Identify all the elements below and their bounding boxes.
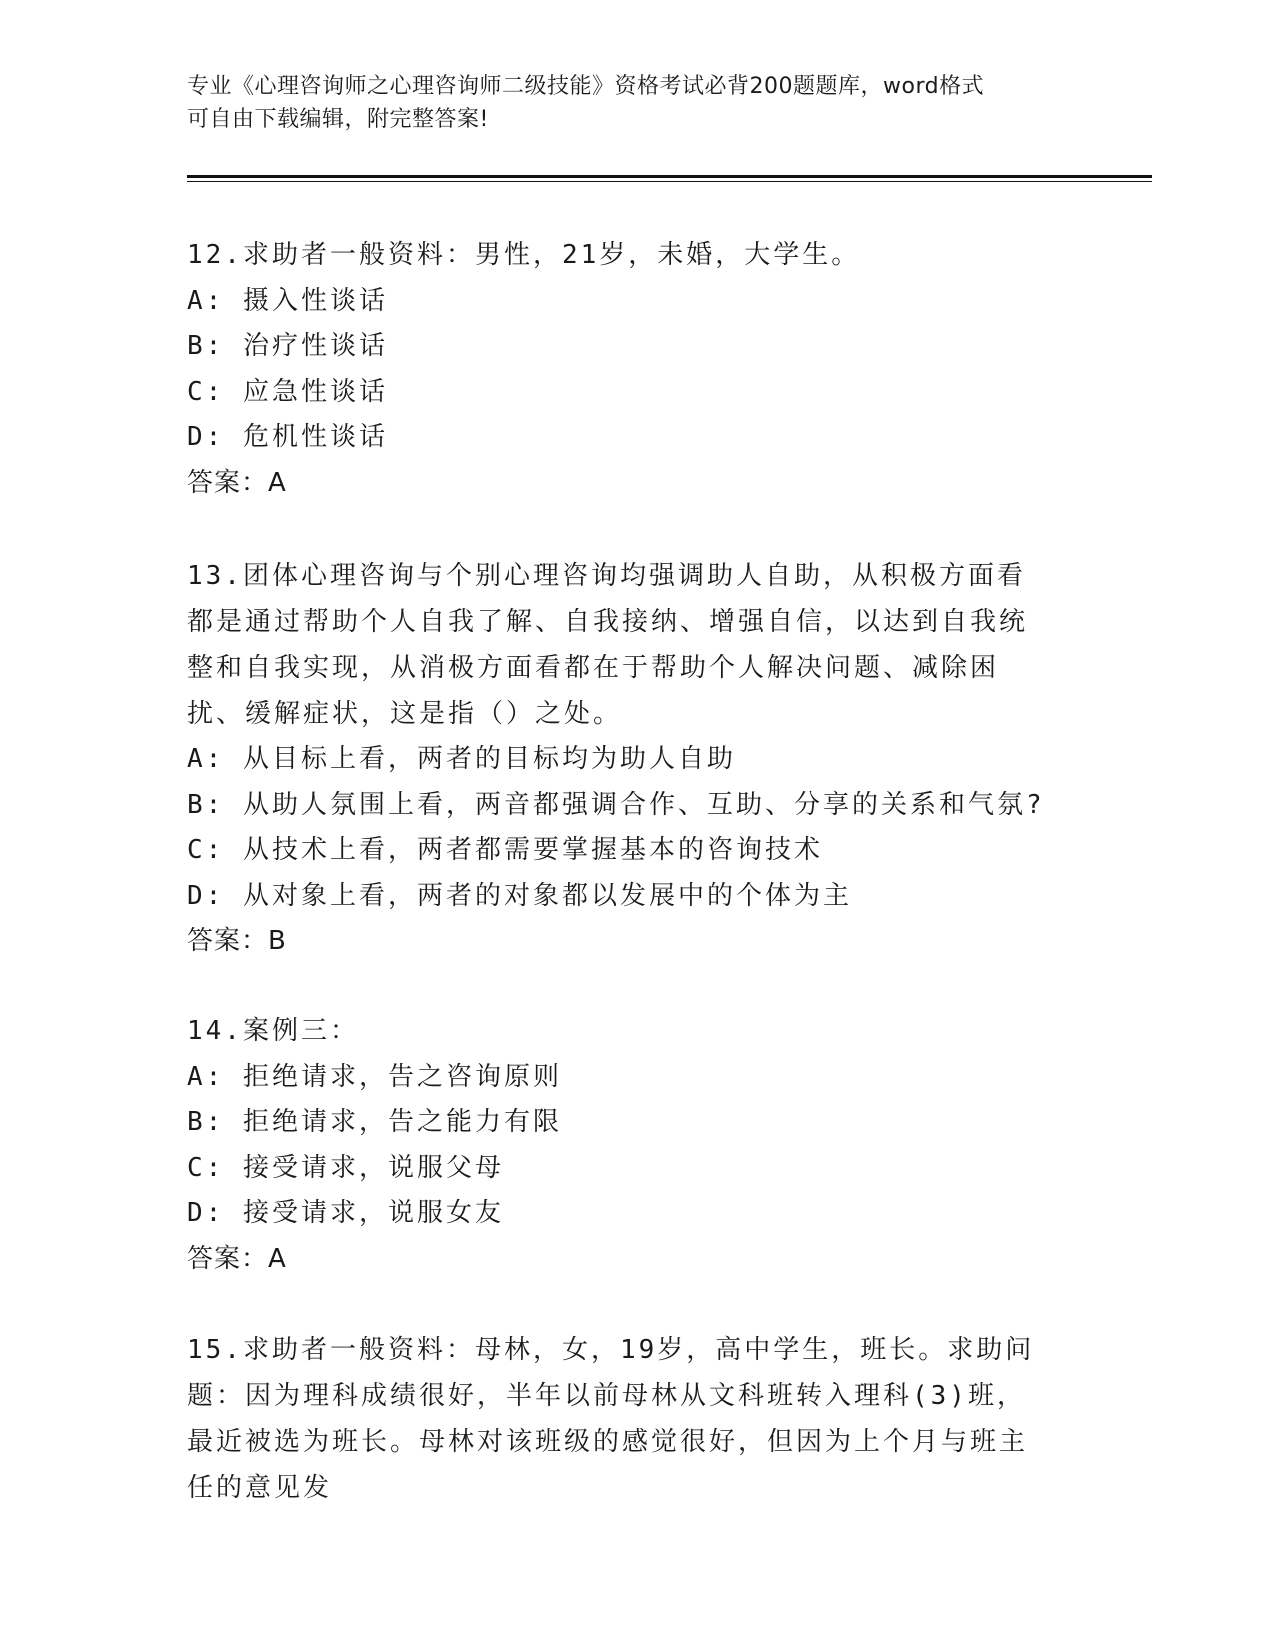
answer: 答案：A <box>187 1243 287 1274</box>
option-a: A: 摄入性谈话 <box>187 285 388 316</box>
question-15 <box>187 1327 1087 1511</box>
header-line-2: 可自由下载编辑，附完整答案! <box>187 107 489 132</box>
option-d: D: 从对象上看，两者的对象都以发展中的个体为主 <box>187 880 852 911</box>
question-14 <box>187 1009 1087 1282</box>
answer: 答案：A <box>187 467 287 498</box>
question-13 <box>187 553 1087 965</box>
question-12 <box>187 233 1087 506</box>
option-b: B: 从助人氛围上看，两音都强调合作、互助、分享的关系和气氛? <box>187 789 1045 820</box>
question-stem: 12.求助者一般资料：男性，21岁，未婚，大学生。 <box>187 240 861 270</box>
option-c: C: 从技术上看，两者都需要掌握基本的咨询技术 <box>187 835 823 865</box>
question-stem: 14.案例三： <box>187 1016 359 1046</box>
document-header <box>187 70 1067 136</box>
option-d: D: 接受请求，说服女友 <box>187 1198 504 1228</box>
header-divider-thin <box>187 181 1152 182</box>
answer: 答案：B <box>187 926 287 956</box>
option-c: C: 应急性谈话 <box>187 376 388 407</box>
option-c: C: 接受请求，说服父母 <box>187 1152 504 1183</box>
header-line-1: 专业《心理咨询师之心理咨询师二级技能》资格考试必背200题题库，word格式 <box>187 74 985 99</box>
option-a: A: 从目标上看，两者的目标均为助人自助 <box>187 744 736 774</box>
option-b: B: 治疗性谈话 <box>187 331 388 361</box>
option-a: A: 拒绝请求，告之咨询原则 <box>187 1061 562 1092</box>
header-divider-thick <box>187 175 1152 178</box>
question-stem: 13.团体心理咨询与个别心理咨询均强调助人自助，从积极方面看都是通过帮助个人自我了解、自我接纳、增强自信，以达到自我统整和自我实现，从消极方面看都在于帮助个人解决问题、减除困扰、缓解症状，这是指（）之处。 <box>187 561 1029 729</box>
option-d: D: 危机性谈话 <box>187 422 388 452</box>
question-stem: 15.求助者一般资料：母林，女，19岁，高中学生，班长。求助问题：因为理科成绩很好，半年以前母林从文科班转入理科(3)班，最近被选为班长。母林对该班级的感觉很好，但因为上个月与班主任的意见发 <box>187 1335 1035 1503</box>
option-b: B: 拒绝请求，告之能力有限 <box>187 1107 562 1137</box>
